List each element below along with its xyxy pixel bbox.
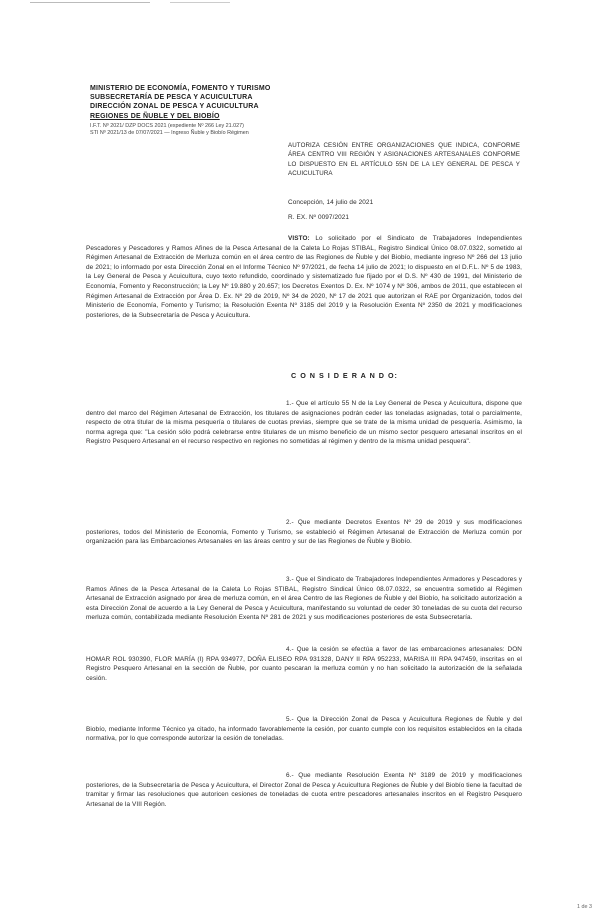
subsecretaria-line: SUBSECRETARÍA DE PESCA Y ACUICULTURA bbox=[90, 94, 253, 102]
considerando-4: 4.- Que la cesión se efectúa a favor de las embarcaciones artesanales: DON HOMAR ROL 930390, FLOR MARÍA (I) RPA 934977, DOÑA ELISEO RPA 931328, DANY II RPA 952233, MARISA III RPA 947459, inscritas en el Registro Pesquero Artesanal en la sección de Ñuble, por cuanto pescaran la merluza común y no han solicitado la autorización de la señalada cesión. bbox=[86, 646, 522, 682]
direccion-line: DIRECCIÓN ZONAL DE PESCA Y ACUICULTURA bbox=[90, 103, 259, 111]
resolution-number: R. EX. Nº 0097/2021 bbox=[288, 214, 350, 221]
scan-top-line bbox=[30, 2, 150, 3]
region-line: REGIONES DE ÑUBLE Y DEL BIOBÍO bbox=[90, 112, 220, 120]
considerando-2: 2.- Que mediante Decretos Exentos Nº 29 de 2019 y sus modificaciones posteriores, todos del Ministerio de Economía, Fomento y Turismo, se estableció el Régimen Artesanal de Extracción de Merluza común por organización para las Embarcaciones Artesanales en las áreas centro y sur de las Regiones de Ñuble y Biobío. bbox=[86, 519, 522, 546]
subject: AUTORIZA CESIÓN ENTRE ORGANIZACIONES QUE INDICA, CONFORME ÁREA CENTRO VIII REGIÓN Y ASIGNACIONES ARTESANALES CONFORME LO DISPUESTO EN EL ARTÍCULO 55N DE LA LEY GENERAL DE PESCA Y ACUICULTURA bbox=[288, 142, 520, 178]
page-mark: 1 de 3 bbox=[577, 904, 592, 910]
considerando-title: C O N S I D E R A N D O: bbox=[291, 371, 398, 380]
visto-text: Lo solicitado por el Sindicato de Trabajadores Independientes Pescadores y Pescadores y Ramos Afines de la Pesca Artesanal de la Caleta Lo Rojas STIBAL, Registro Sindical Único 08.07.0322, sometido al Régimen Artesanal de Extracción de Merluza común en el área centro de las Regiones de Ñuble y del Biobío, mediante ingreso Nº 266 del 13 julio de 2021; lo informado por esta Dirección Zonal en el Informe Técnico Nº 97/2021, de fecha 14 julio de 2021; lo dispuesto en el D.F.L. Nº 5 de 1983, la Ley General de Pesca y Acuicultura, cuyo texto refundido, coordinado y sistematizado fue fijado por el D.S. Nº 430 de 1991, del Ministerio de Economía, Fomento y Reconstrucción; la Ley Nº 19.880 y 20.657; los Decretos Exentos D. Ex. Nº 1074 y Nº 306, ambos de 2011, que establecen el Régimen Artesanal de Extracción por Área D. Ex. Nº 29 de 2019, Nº 34 de 2020, Nº 17 de 2021 que autorizan el RAE por Organización, todos del Ministerio de Economía, Fomento y Turismo; la Resolución Exenta Nº 3185 del 2019 y la Resolución Exenta Nº 2350 de 2021 y modificaciones posteriores, de la Subsecretaría de Pesca y Acuicultura. bbox=[86, 235, 522, 319]
reference-line-2: STI Nº 2021/13 de 07/07/2021 — Ingreso Ñuble y Biobío Régimen bbox=[90, 130, 249, 137]
place-date: Concepción, 14 julio de 2021 bbox=[288, 199, 374, 206]
visto-paragraph bbox=[86, 234, 522, 320]
considerando-3: 3.- Que el Sindicato de Trabajadores Independientes Armadores y Pescadores y Ramos Afines de la Pesca Artesanal de la Caleta Lo Rojas STIBAL, Registro Sindical Único 08.07.0322, se encuentra sometido al Régimen Artesanal de Extracción asignado por área de merluza común, en el área Centro de las Regiones de Ñuble y del Biobío, ha solicitado autorización a esta Dirección Zonal de acuerdo a la Ley General de Pesca y Acuicultura, manifestando su voluntad de ceder 30 toneladas de su cuota del recurso merluza común, contabilizada mediante Resolución Exenta Nº 281 de 2021 y sus modificaciones posteriores de esta Subsecretaría. bbox=[86, 576, 522, 622]
ministry-line: MINISTERIO DE ECONOMÍA, FOMENTO Y TURISMO bbox=[90, 85, 271, 92]
visto-label: VISTO: bbox=[288, 235, 310, 242]
reference-line-1: I.F.T. Nº 2021/ DZP DOCS 2021 (expediente Nº 266 Ley 21.027) bbox=[90, 122, 244, 129]
scan-top-line-2 bbox=[170, 2, 230, 3]
considerando-1: 1.- Que el artículo 55 N de la Ley General de Pesca y Acuicultura, dispone que dentro del marco del Régimen Artesanal de Extracción, los titulares de asignaciones podrán ceder las toneladas asignadas, total o parcialmente, respecto de otra titular de la misma pesquería o titulares de cuotas previas, siempre que se trate de la misma unidad de pesquería. Asimismo, la norma agrega que: "La cesión sólo podrá celebrarse entre titulares de un mismo beneficio de un mismo sector pesquero artesanal inscritos en el Registro Pesquero Artesanal en el recurso respectivo en regiones no sometidas al régimen y dentro de la misma unidad pesquera". bbox=[86, 400, 522, 446]
considerando-5: 5.- Que la Dirección Zonal de Pesca y Acuicultura Regiones de Ñuble y del Biobío, mediante Informe Técnico ya citado, ha informado favorablemente la cesión, por cuanto cumple con los requisitos establecidos en la citada normativa, por lo que corresponde autorizar la cesión de toneladas. bbox=[86, 716, 522, 743]
considerando-6: 6.- Que mediante Resolución Exenta Nº 3189 de 2019 y modificaciones posteriores, de la Subsecretaría de Pesca y Acuicultura, el Director Zonal de Pesca y Acuicultura Regiones de Ñuble y del Biobío tiene la facultad de tramitar y firmar las resoluciones que autoricen cesiones de toneladas de cuota entre pescadores artesanales inscritos en el Registro Pesquero Artesanal de la VIII Región. bbox=[86, 772, 522, 808]
letterhead bbox=[90, 84, 300, 137]
